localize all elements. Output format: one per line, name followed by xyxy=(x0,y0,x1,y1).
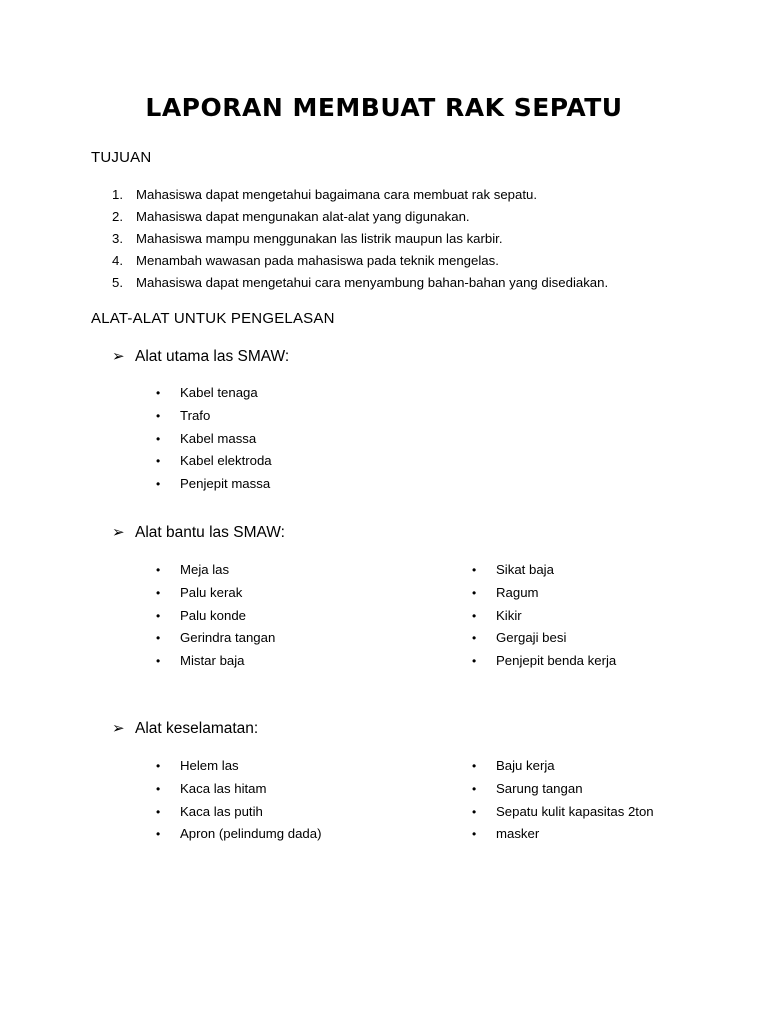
list-item-text: Kaca las putih xyxy=(180,803,263,819)
arrow-bullet-icon: ➢ xyxy=(112,348,125,365)
list-item-text: Kabel elektroda xyxy=(180,453,272,469)
list-item-text: Sarung tangan xyxy=(496,780,583,796)
alat-bantu-list-right xyxy=(472,559,616,673)
list-item-text: masker xyxy=(496,826,540,842)
tujuan-list xyxy=(112,184,608,294)
arrow-bullet-icon: ➢ xyxy=(112,524,125,541)
bullet-icon: • xyxy=(472,585,477,600)
section-heading-tujuan: TUJUAN xyxy=(91,149,152,166)
list-item-text: Mahasiswa dapat mengunakan alat-alat yang digunakan. xyxy=(136,209,470,224)
list-item-text: Mahasiswa dapat mengetahui bagaimana cara membuat rak sepatu. xyxy=(136,187,537,202)
document-title: LAPORAN MEMBUAT RAK SEPATU xyxy=(145,93,623,122)
list-item xyxy=(112,228,608,250)
list-item xyxy=(156,559,275,582)
list-item xyxy=(156,473,272,496)
bullet-icon: • xyxy=(156,563,161,577)
list-item xyxy=(472,778,654,801)
list-item-text: Palu kerak xyxy=(180,584,243,600)
alat-bantu-list-left xyxy=(156,559,275,673)
list-item-text: Penjepit massa xyxy=(180,476,271,492)
bullet-icon: • xyxy=(472,563,477,577)
sub-heading-alat-keselamatan xyxy=(112,718,258,740)
bullet-icon: • xyxy=(156,804,161,819)
sub-heading-label: Alat utama las SMAW: xyxy=(135,348,290,365)
list-item-text: Palu konde xyxy=(180,607,246,623)
list-item xyxy=(156,755,322,778)
list-item xyxy=(472,650,616,673)
list-item xyxy=(156,582,275,605)
list-item xyxy=(472,801,654,824)
list-item-text: Gergaji besi xyxy=(496,630,567,646)
bullet-icon: • xyxy=(472,827,477,842)
sub-heading-label: Alat keselamatan: xyxy=(135,720,259,737)
list-item-text: Mahasiswa dapat mengetahui cara menyambung bahan-bahan yang disediakan. xyxy=(136,275,609,290)
bullet-icon: • xyxy=(156,431,161,446)
bullet-icon: • xyxy=(472,631,477,646)
bullet-icon: • xyxy=(156,585,161,600)
list-item xyxy=(472,605,616,628)
list-item-text: Ragum xyxy=(496,584,539,600)
list-item-text: Baju kerja xyxy=(496,758,555,773)
list-item-text: Kikir xyxy=(496,607,522,623)
alat-keselamatan-list-left xyxy=(156,755,322,846)
list-item-text: Gerindra tangan xyxy=(180,630,276,646)
list-number: 4. xyxy=(112,253,123,268)
list-item-text: Kaca las hitam xyxy=(180,780,267,796)
list-item-text: Trafo xyxy=(180,407,211,423)
bullet-icon: • xyxy=(156,608,161,623)
list-item xyxy=(112,184,608,206)
sub-heading-label: Alat bantu las SMAW: xyxy=(135,524,285,541)
bullet-icon: • xyxy=(472,781,477,796)
bullet-icon: • xyxy=(156,477,161,492)
list-item xyxy=(156,823,322,846)
bullet-icon: • xyxy=(156,827,161,842)
bullet-icon: • xyxy=(156,654,161,669)
list-item xyxy=(472,559,616,582)
list-item-text: Sikat baja xyxy=(496,562,554,577)
list-item xyxy=(112,272,608,294)
list-item xyxy=(156,405,272,428)
list-item-text: Mahasiswa mampu menggunakan las listrik maupun las karbir. xyxy=(136,231,503,246)
list-item xyxy=(112,206,608,228)
list-item xyxy=(156,428,272,451)
list-item xyxy=(472,627,616,650)
section-heading-alat: ALAT-ALAT UNTUK PENGELASAN xyxy=(91,310,335,327)
list-item-text: Sepatu kulit kapasitas 2ton xyxy=(496,803,654,819)
sub-heading-alat-utama xyxy=(112,346,289,368)
list-item xyxy=(472,582,616,605)
arrow-bullet-icon: ➢ xyxy=(112,720,125,737)
bullet-icon: • xyxy=(156,454,161,469)
list-item-text: Meja las xyxy=(180,562,230,577)
list-item-text: Kabel massa xyxy=(180,430,257,446)
list-item xyxy=(472,823,654,846)
bullet-icon: • xyxy=(156,781,161,796)
list-item-text: Penjepit benda kerja xyxy=(496,653,617,669)
list-item xyxy=(156,801,322,824)
list-item xyxy=(156,450,272,473)
alat-utama-list xyxy=(156,382,272,496)
list-item xyxy=(156,627,275,650)
list-item xyxy=(156,605,275,628)
list-item xyxy=(472,755,654,778)
bullet-icon: • xyxy=(472,759,477,773)
list-item xyxy=(112,250,608,272)
list-number: 2. xyxy=(112,209,123,224)
list-item xyxy=(156,382,272,405)
bullet-icon: • xyxy=(156,759,161,773)
alat-keselamatan-list-right xyxy=(472,755,654,846)
list-item-text: Kabel tenaga xyxy=(180,385,258,400)
bullet-icon: • xyxy=(472,804,477,819)
bullet-icon: • xyxy=(156,631,161,646)
list-item-text: Apron (pelindumg dada) xyxy=(180,826,322,842)
sub-heading-alat-bantu xyxy=(112,522,285,544)
list-number: 1. xyxy=(112,187,123,202)
list-item xyxy=(156,778,322,801)
bullet-icon: • xyxy=(156,386,161,400)
list-item-text: Mistar baja xyxy=(180,653,245,669)
list-number: 3. xyxy=(112,231,123,246)
list-item xyxy=(156,650,275,673)
list-item-text: Menambah wawasan pada mahasiswa pada teknik mengelas. xyxy=(136,253,499,268)
bullet-icon: • xyxy=(472,608,477,623)
list-item-text: Helem las xyxy=(180,758,239,773)
list-number: 5. xyxy=(112,275,123,290)
bullet-icon: • xyxy=(156,408,161,423)
bullet-icon: • xyxy=(472,654,477,669)
